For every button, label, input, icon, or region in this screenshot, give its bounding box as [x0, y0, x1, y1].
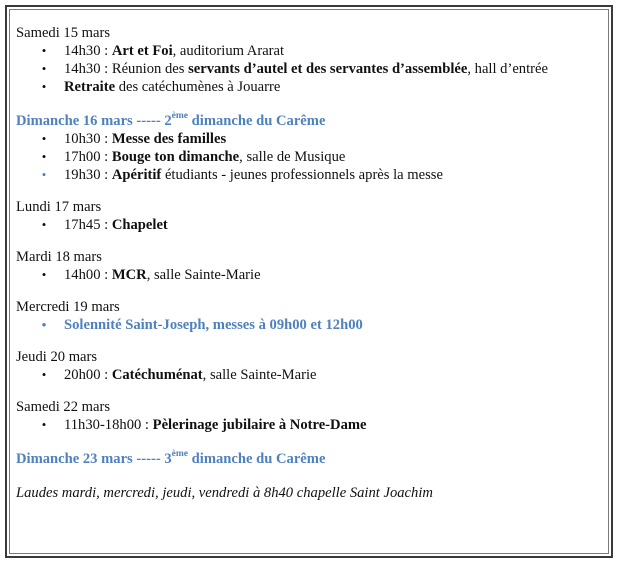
event-time: 14h00 :: [64, 267, 109, 283]
day-heading-rest: dimanche du Carême: [188, 451, 326, 467]
event-title: Art et Foi: [111, 43, 173, 59]
list-item: [16, 148, 608, 166]
list-item: [16, 78, 608, 96]
event-title: Apéritif: [111, 167, 162, 183]
day-mercredi-19: [16, 298, 608, 334]
day-heading: Mercredi 19 mars: [16, 299, 120, 315]
day-heading: Samedi 22 mars: [16, 399, 111, 415]
list-item: [16, 366, 608, 384]
event-list: [16, 266, 608, 284]
list-item: [16, 42, 608, 60]
spacer: [16, 284, 608, 298]
event-time: 20h00 :: [64, 367, 109, 383]
event-detail: , salle Sainte-Marie: [146, 267, 261, 283]
event-title: Chapelet: [111, 217, 168, 233]
spacer: [16, 334, 608, 348]
event-list: [16, 216, 608, 234]
bullet-icon: •: [41, 217, 47, 232]
event-title: Messe des familles: [111, 131, 227, 147]
day-samedi-15: [16, 24, 608, 96]
list-item: [16, 216, 608, 234]
event-detail: , auditorium Ararat: [172, 43, 285, 59]
event-title: servants d’autel et des servantes d’assemblée: [188, 61, 468, 77]
day-heading-main: Dimanche 16 mars ----- 2: [16, 113, 172, 129]
day-heading: [16, 112, 608, 130]
schedule-content: [16, 24, 608, 502]
bullet-icon: •: [41, 417, 47, 432]
event-list: [16, 316, 608, 334]
list-item: [16, 266, 608, 284]
event-detail: , hall d’entrée: [467, 61, 548, 77]
list-item: [16, 316, 608, 334]
bullet-icon: •: [41, 61, 47, 76]
event-detail: , salle Sainte-Marie: [202, 367, 317, 383]
spacer: [16, 468, 608, 484]
event-list: [16, 366, 608, 384]
event-title: Retraite: [64, 79, 116, 95]
day-heading: Mardi 18 mars: [16, 249, 102, 265]
event-list: [16, 42, 608, 96]
bullet-icon: •: [41, 79, 47, 94]
day-heading: Lundi 17 mars: [16, 199, 102, 215]
bullet-icon: •: [41, 43, 47, 58]
spacer: [16, 384, 608, 398]
bullet-icon: •: [41, 149, 47, 164]
day-heading-main: Dimanche 23 mars ----- 3: [16, 451, 172, 467]
spacer: [16, 184, 608, 198]
list-item: [16, 60, 608, 78]
event-detail: étudiants - jeunes professionnels après la messe: [161, 167, 443, 183]
day-lundi-17: [16, 198, 608, 234]
event-time: 11h30-18h00 :: [64, 417, 149, 433]
day-heading: [16, 450, 608, 468]
bullet-icon: •: [41, 131, 47, 146]
bullet-icon: •: [41, 317, 47, 332]
event-title: Pèlerinage jubilaire à Notre-Dame: [152, 417, 367, 433]
event-detail: , salle de Musique: [239, 149, 346, 165]
event-detail: des catéchumènes à Jouarre: [115, 79, 281, 95]
day-dimanche-16: [16, 112, 608, 184]
spacer: [16, 96, 608, 112]
event-time: 17h00 :: [64, 149, 109, 165]
spacer: [16, 234, 608, 248]
day-heading: Jeudi 20 mars: [16, 349, 98, 365]
day-heading: Samedi 15 mars: [16, 25, 111, 41]
event-time: 17h45 :: [64, 217, 109, 233]
bullet-icon: •: [41, 167, 47, 182]
day-heading-rest: dimanche du Carême: [188, 113, 326, 129]
event-time: 14h30 : Réunion des: [64, 61, 185, 77]
day-jeudi-20: [16, 348, 608, 384]
bullet-icon: •: [41, 267, 47, 282]
event-title: MCR: [111, 267, 147, 283]
event-list: [16, 416, 608, 434]
event-time: 14h30 :: [64, 43, 109, 59]
event-title: Bouge ton dimanche: [111, 149, 240, 165]
list-item: [16, 130, 608, 148]
day-heading-sup: ème: [171, 449, 188, 460]
day-mardi-18: [16, 248, 608, 284]
event-title: Solennité Saint-Joseph, messes à 09h00 et 12h00: [64, 317, 363, 333]
day-dimanche-23: [16, 450, 608, 468]
footer-note: Laudes mardi, mercredi, jeudi, vendredi à 8h40 chapelle Saint Joachim: [16, 485, 433, 501]
event-time: 10h30 :: [64, 131, 109, 147]
event-time: 19h30 :: [64, 167, 109, 183]
event-title: Catéchuménat: [111, 367, 203, 383]
day-samedi-22: [16, 398, 608, 434]
list-item: [16, 416, 608, 434]
bullet-icon: •: [41, 367, 47, 382]
list-item: [16, 166, 608, 184]
spacer: [16, 434, 608, 450]
event-list: [16, 130, 608, 184]
day-heading-sup: ème: [171, 111, 188, 122]
